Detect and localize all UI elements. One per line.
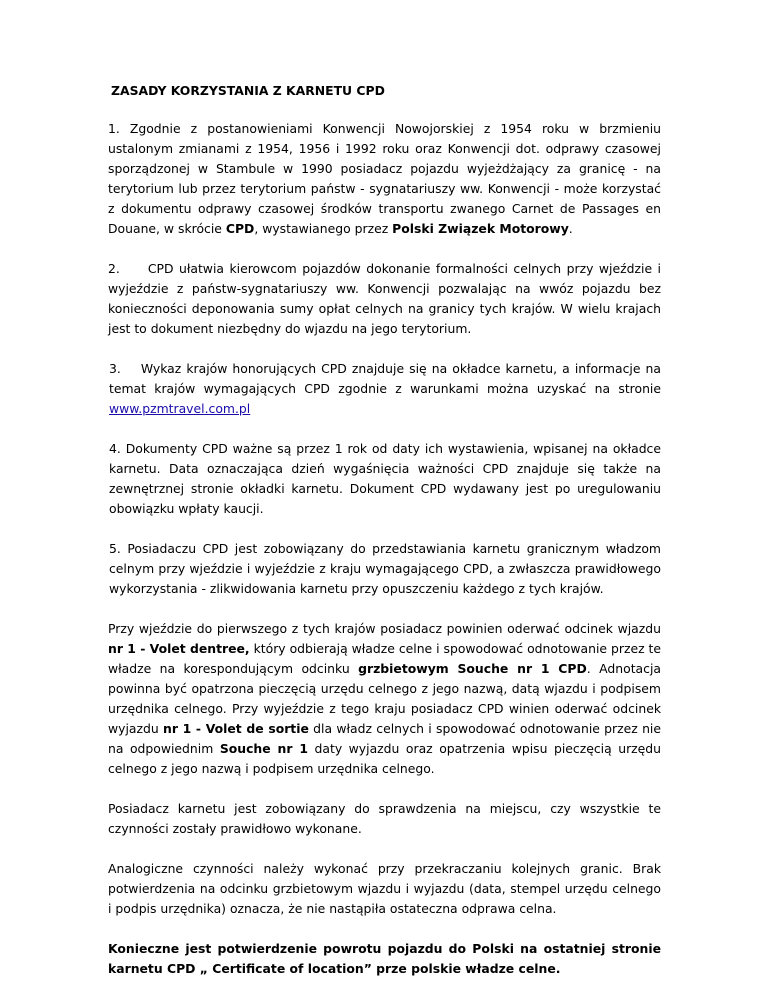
paragraph-6-text-2: który odbierają władze celne i spowodować odnotowanie przez te władze na korespondującym odcinku [108, 641, 662, 676]
paragraph-5 [108, 539, 661, 599]
paragraph-1-bold-cpd: CPD [225, 221, 255, 236]
paragraph-1-text: 1. Zgodnie z postanowieniami Konwencji Nowojorskiej z 1954 roku w brzmieniu ustalonym zmianami z 1954, 1956 i 1992 roku oraz Konwencji dot. odprawy czasowej sporządzonej w Stambule w 1990 posiadacz pojazdu wyjeżdżający za granicę - na terytorium lub przez terytorium państw - sygnatariuszy ww. Konwencji - może korzystać z dokumentu odprawy czasowej środków transportu zwanego Carnet de Passages en Douane, w skrócie [108, 121, 661, 236]
paragraph-4 [108, 439, 661, 519]
paragraph-2-text: CPD ułatwia kierowcom pojazdów dokonanie formalności celnych przy wjeździe i wyjeździe z państw-sygnatariuszy ww. Konwencji pozwalając na wwóz pojazdu bez konieczności deponowania sumy opłat celnych na granicy tych krajów. W wielu krajach jest to dokument niezbędny do wjazdu na jego terytorium. [108, 261, 661, 336]
paragraph-6-bold-souche-nr-1: Souche nr 1 [219, 741, 308, 756]
paragraph-6-text-5: daty wyjazdu oraz opatrzenia wpisu pieczęcią urzędu celnego z jego nazwą i podpisem urzędnika celnego. [108, 741, 662, 776]
paragraph-3-text: Wykaz krajów honorujących CPD znajduje się na okładce karnetu, a informacje na temat krajów wymagających CPD zgodnie z warunkami można uzyskać na stronie [109, 361, 661, 396]
paragraph-1-bold-pzm: Polski Związek Motorowy [392, 221, 569, 236]
paragraph-6-text-4: dla władz celnych i spowodować odnotowanie przez nie na odpowiednim [108, 721, 661, 756]
paragraph-6 [108, 619, 661, 779]
paragraph-3-number: 3. [109, 361, 121, 376]
paragraph-6-bold-volet-de-sortie: nr 1 - Volet de sortie [163, 721, 309, 736]
paragraph-6-bold-souche: grzbietowym Souche nr 1 CPD [358, 661, 587, 676]
paragraph-1-text-3: . [568, 221, 573, 236]
paragraph-9: Konieczne jest potwierdzenie powrotu pojazdu do Polski na ostatniej stronie karnetu CPD „ Certificate of location” prze polskie władze celne. [108, 941, 661, 976]
paragraph-6-text-1: Przy wjeździe do pierwszego z tych krajów posiadacz powinien oderwać odcinek wjazdu [108, 621, 661, 636]
paragraph-7: Posiadacz karnetu jest zobowiązany do sprawdzenia na miejscu, czy wszystkie te czynności zostały prawidłowo wykonane. [108, 801, 661, 836]
paragraph-2-number: 2. [108, 261, 120, 276]
document-page [108, 82, 661, 979]
paragraph-4-text: 4. Dokumenty CPD ważne są przez 1 rok od daty ich wystawienia, wpisanej na okładce karnetu. Data oznaczająca dzień wygaśnięcia ważności CPD znajduje się także na zewnętrznej stronie okładki karnetu. Dokument CPD wydawany jest po uregulowaniu obowiązku wpłaty kaucji. [109, 441, 661, 516]
paragraph-2 [108, 259, 661, 339]
document-title: ZASADY KORZYSTANIA Z KARNETU CPD [111, 83, 385, 98]
paragraph-8: Analogiczne czynności należy wykonać przy przekraczaniu kolejnych granic. Brak potwierdzenia na odcinku grzbietowym wjazdu i wyjazdu (data, stempel urzędu celnego i podpis urzędnika) oznacza, że nie nastąpiła ostateczna odprawa celna. [108, 861, 661, 916]
paragraph-5-text: 5. Posiadaczu CPD jest zobowiązany do przedstawiania karnetu granicznym władzom celnym przy wjeździe i wyjeździe z kraju wymagającego CPD, a zwłaszcza prawidłowego wykorzystania - zlikwidowania karnetu przy opuszczeniu każdego z tych krajów. [109, 541, 661, 596]
paragraph-6-bold-volet-dentree: nr 1 - Volet dentree, [108, 641, 250, 656]
pzmtravel-link[interactable]: www.pzmtravel.com.pl [109, 401, 251, 416]
paragraph-6-text-3: . Adnotacja powinna być opatrzona pieczęcią urzędu celnego z jego nazwą, datą wjazdu i podpisem urzędnika celnego. Przy wyjeździe z tego kraju posiadacz CPD winien oderwać odcinek wyjazdu [108, 661, 661, 736]
paragraph-3 [108, 359, 661, 419]
paragraph-1 [108, 119, 661, 239]
paragraph-1-text-2: , wystawianego przez [254, 221, 393, 236]
